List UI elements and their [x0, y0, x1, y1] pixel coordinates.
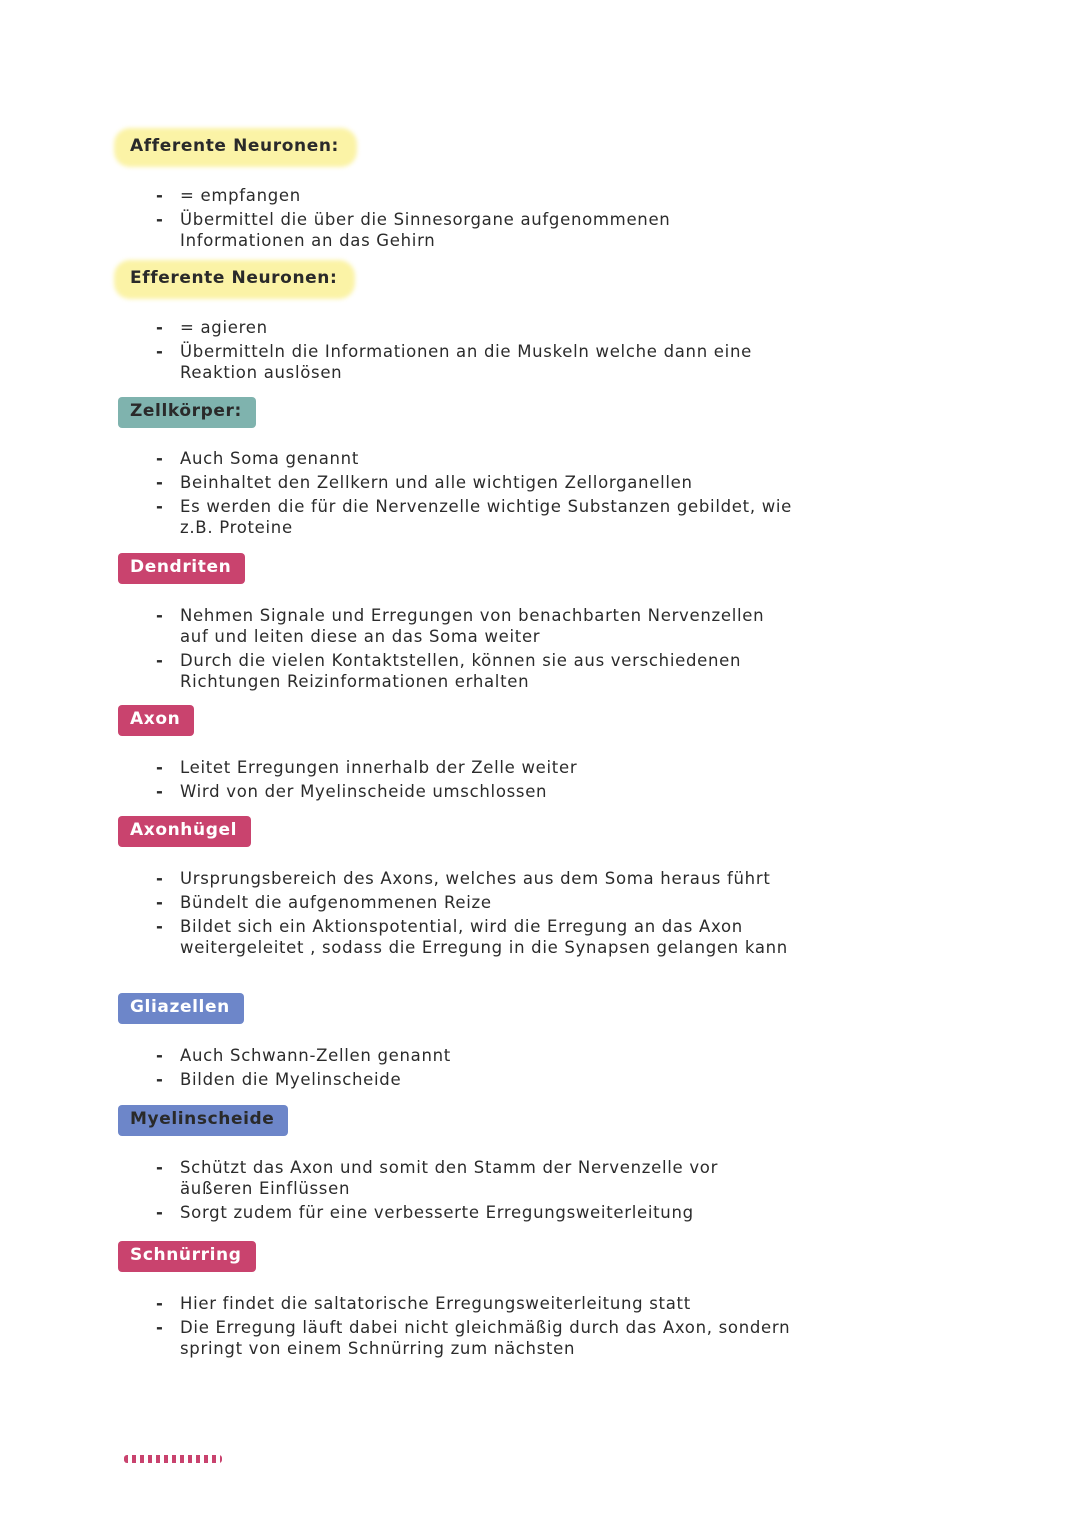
heading-schnuerring [118, 1239, 256, 1272]
list-item: - Nehmen Signale und Erregungen von benachbarten Nervenzellen auf und leiten diese an das Soma weiter [156, 605, 796, 647]
bullet-list [156, 757, 796, 805]
bullet-list [156, 868, 796, 961]
heading-text: Gliazellen [130, 997, 230, 1017]
list-item: - Wird von der Myelinscheide umschlossen [156, 781, 796, 802]
heading-text: Axon [130, 709, 181, 729]
heading-gliazellen [118, 991, 244, 1024]
section-gliazellen [118, 991, 818, 1089]
list-item: - Die Erregung läuft dabei nicht gleichmäßig durch das Axon, sondern springt von einem Schnürring zum nächsten [156, 1317, 796, 1359]
heading-axonhuegel [118, 814, 251, 847]
list-item: - Ursprungsbereich des Axons, welches aus dem Soma heraus führt [156, 868, 796, 889]
bullet-list [156, 185, 796, 254]
list-item: - Bündelt die aufgenommenen Reize [156, 892, 796, 913]
section-dendriten [118, 551, 818, 691]
section-afferente-neuronen [118, 130, 818, 250]
heading-text: Myelinscheide [130, 1109, 275, 1129]
section-efferente-neuronen [118, 262, 818, 382]
bullet-list [156, 1293, 796, 1362]
section-axonhuegel [118, 814, 818, 957]
heading-myelinscheide [118, 1103, 288, 1136]
list-item: - Hier findet die saltatorische Erregungsweiterleitung statt [156, 1293, 796, 1314]
heading-text: Afferente Neuronen: [130, 136, 339, 156]
list-item: - Schützt das Axon und somit den Stamm der Nervenzelle vor äußeren Einflüssen [156, 1157, 796, 1199]
heading-text: Zellkörper: [130, 401, 242, 421]
cutoff-highlight-mark [124, 1455, 222, 1463]
list-item: - Übermittel die über die Sinnesorgane aufgenommenen Informationen an das Gehirn [156, 209, 796, 251]
heading-text: Efferente Neuronen: [130, 268, 338, 288]
heading-text: Schnürring [130, 1245, 242, 1265]
list-item: - = agieren [156, 317, 796, 338]
list-item: - Bilden die Myelinscheide [156, 1069, 796, 1090]
list-item: - = empfangen [156, 185, 796, 206]
section-myelinscheide [118, 1103, 818, 1222]
list-item: - Auch Schwann-Zellen genannt [156, 1045, 796, 1066]
bullet-list [156, 605, 796, 695]
bullet-list [156, 317, 796, 386]
heading-axon [118, 703, 194, 736]
bullet-list [156, 1157, 796, 1226]
heading-zellkoerper [118, 395, 256, 428]
list-item: - Durch die vielen Kontaktstellen, können sie aus verschiedenen Richtungen Reizinformationen erhalten [156, 650, 796, 692]
bullet-list [156, 448, 796, 541]
section-axon [118, 703, 818, 801]
list-item: - Auch Soma genannt [156, 448, 796, 469]
heading-dendriten [118, 551, 245, 584]
list-item: - Bildet sich ein Aktionspotential, wird die Erregung an das Axon weitergeleitet , sodass die Erregung in die Synapsen gelangen kann [156, 916, 796, 958]
list-item: - Beinhaltet den Zellkern und alle wichtigen Zellorganellen [156, 472, 796, 493]
heading-text: Axonhügel [130, 820, 238, 840]
list-item: - Sorgt zudem für eine verbesserte Erregungsweiterleitung [156, 1202, 796, 1223]
list-item: - Leitet Erregungen innerhalb der Zelle weiter [156, 757, 796, 778]
list-item: - Es werden die für die Nervenzelle wichtige Substanzen gebildet, wie z.B. Proteine [156, 496, 796, 538]
heading-text: Dendriten [130, 557, 232, 577]
list-item: - Übermitteln die Informationen an die Muskeln welche dann eine Reaktion auslösen [156, 341, 796, 383]
heading-efferente-neuronen [118, 262, 351, 295]
section-zellkoerper [118, 395, 818, 537]
section-schnuerring [118, 1239, 818, 1358]
heading-afferente-neuronen [118, 130, 353, 163]
bullet-list [156, 1045, 796, 1093]
